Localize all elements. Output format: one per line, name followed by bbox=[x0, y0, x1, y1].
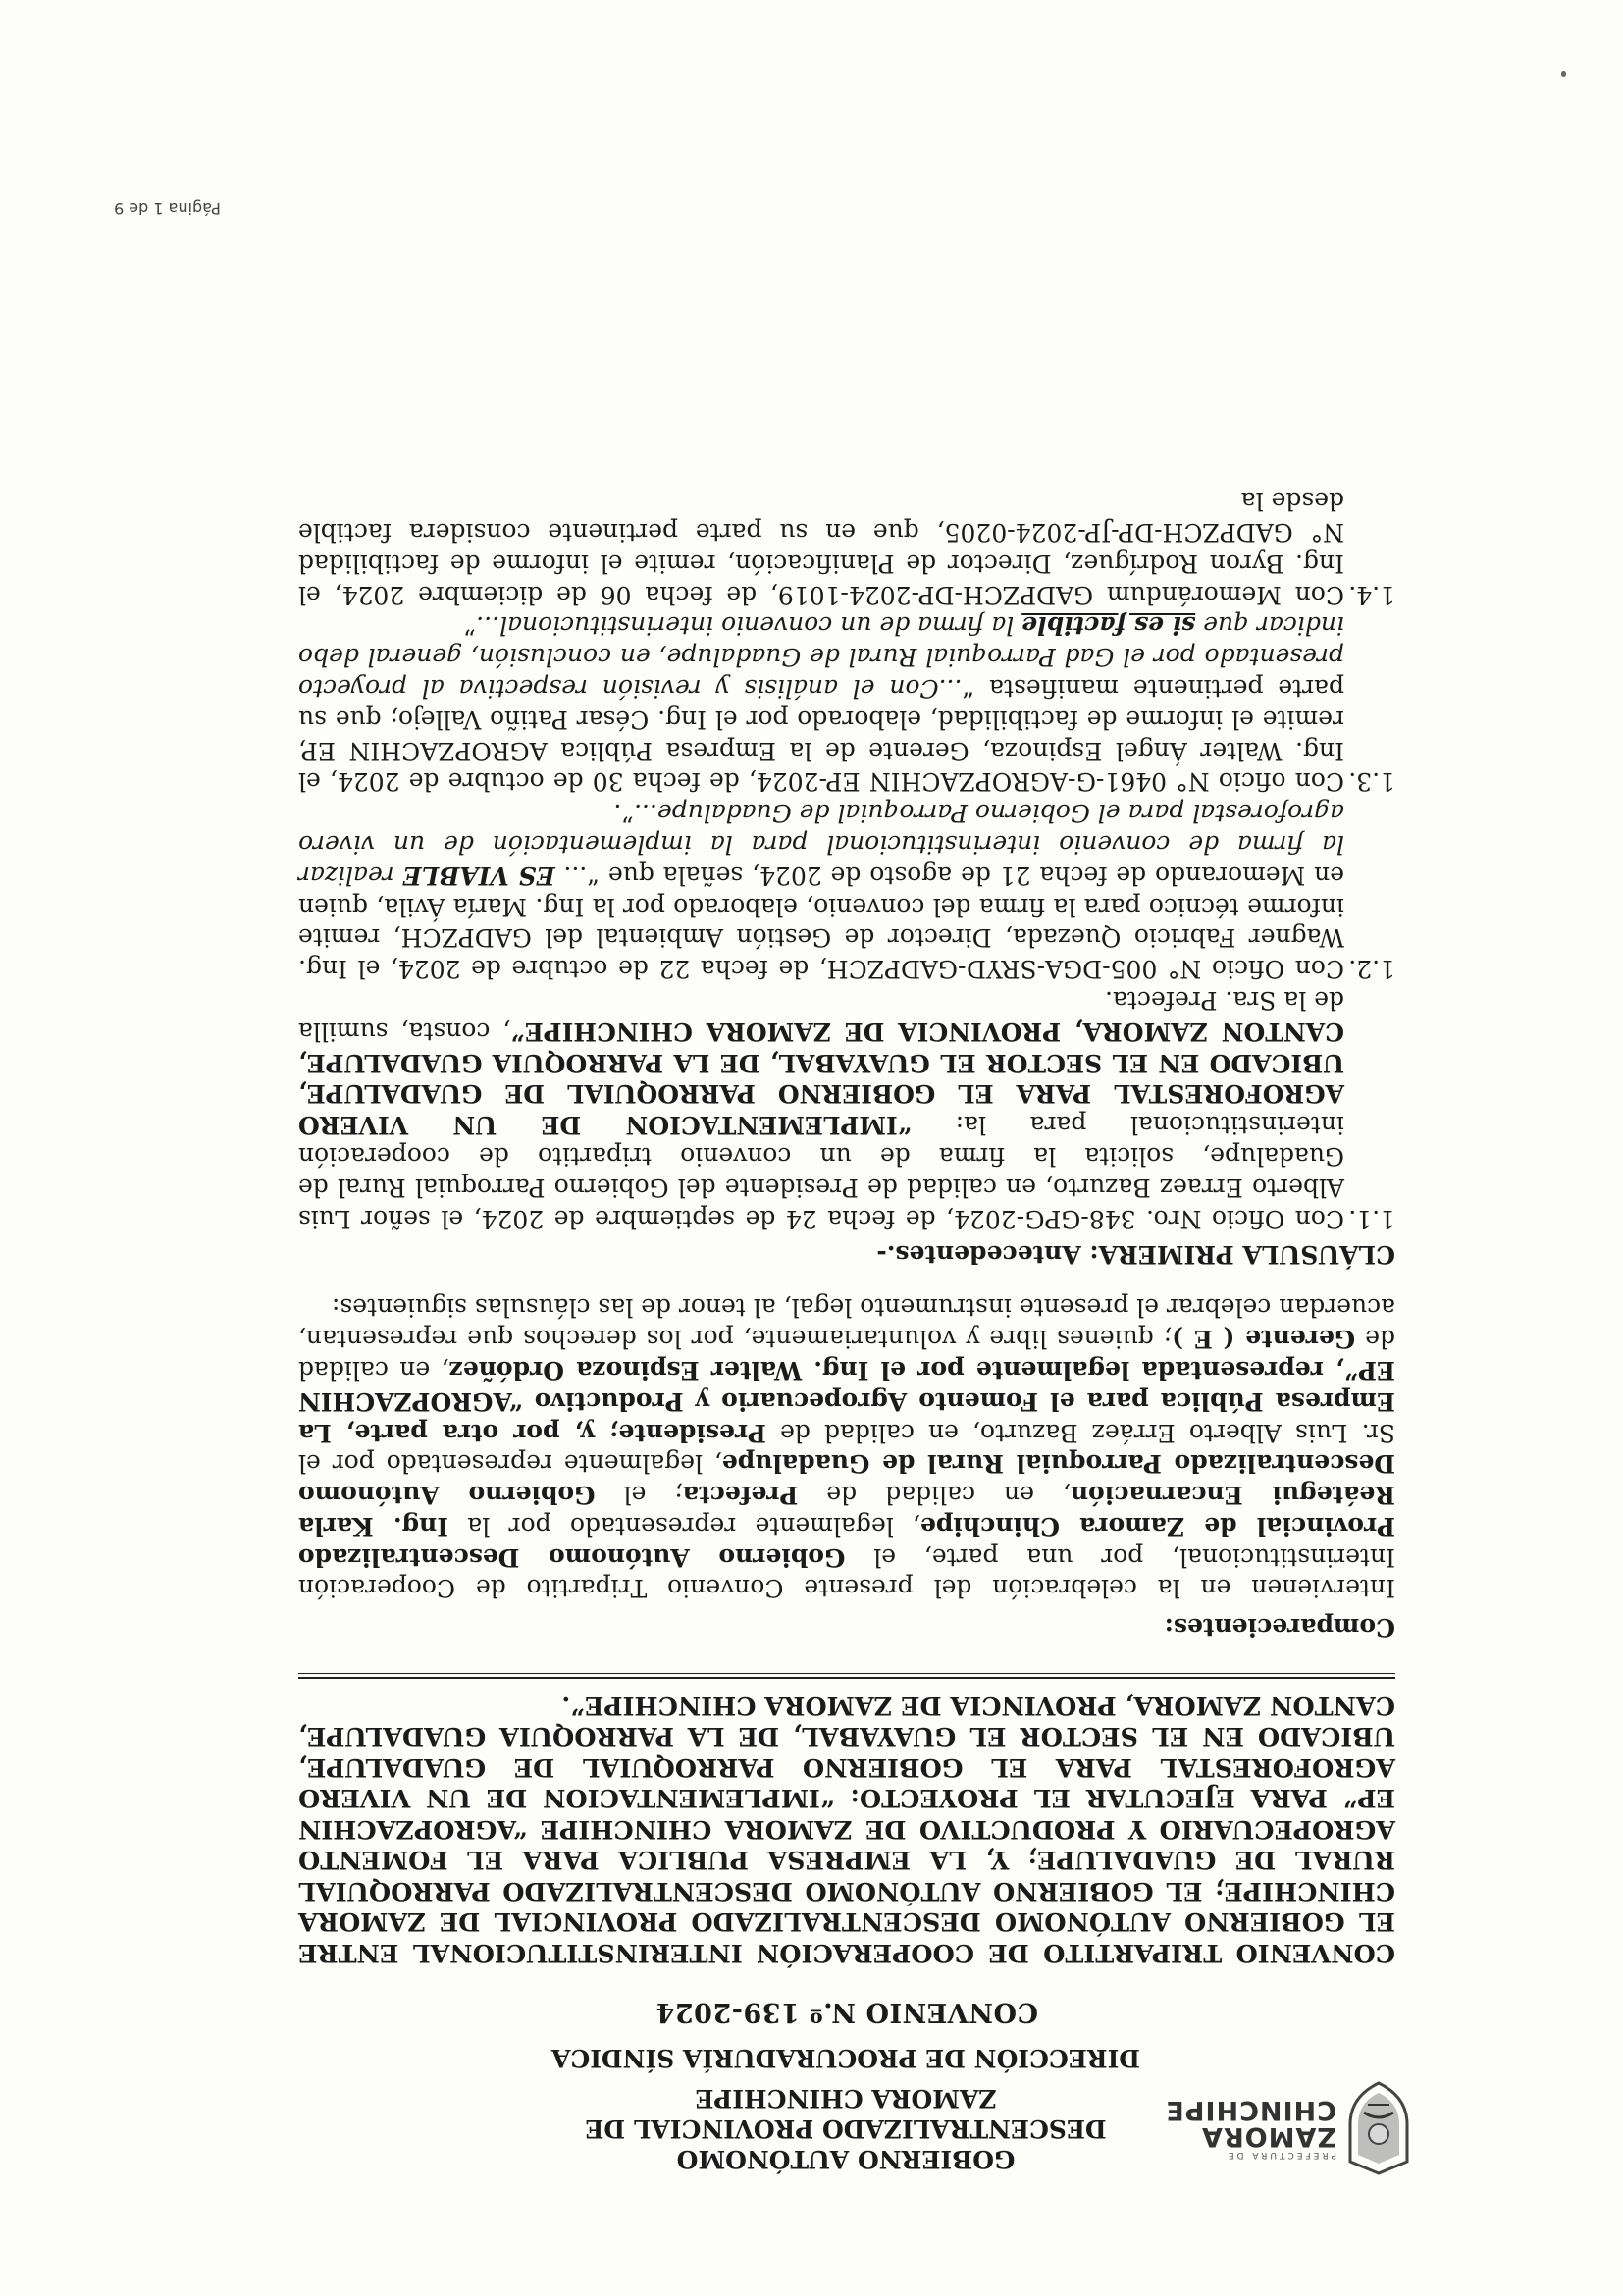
bold-run: Presidente; y, por otra parte, La Empresa Pública para el Fomento Agropecuario y Productivo “AGROPZACHIN EP”, representada legalmente por el Ing. Walter Espinoza Ordóñez bbox=[298, 1355, 1395, 1447]
item-text bbox=[298, 610, 1344, 798]
comparecientes-label: Comparecientes: bbox=[1164, 1613, 1395, 1643]
text-run: Intervienen en la celebración del presente Convenio Tripartito de Cooperación Interinstitucional, por una parte, el bbox=[298, 1542, 1395, 1603]
logo-line1: ZAMORA bbox=[1201, 2121, 1336, 2153]
prefectura-logo bbox=[1165, 2070, 1413, 2186]
organization-title: GOBIERNO AUTÓNOMO DESCENTRALIZADO PROVINCIAL DE ZAMORA CHINCHIPE bbox=[585, 2084, 1107, 2173]
italic-run: realizar la firma de convenio interinstitucional para la implementación de un vivero agroforestal para el Gobierno Parroquial de Guadalupe... bbox=[298, 799, 1344, 890]
item-text bbox=[298, 797, 1344, 984]
logo-line2: CHINCHIPE bbox=[1165, 2095, 1336, 2126]
organization-subtitle: DIRECCIÓN DE PROCURADURÍA SÍNDICA bbox=[551, 2044, 1141, 2072]
item-text bbox=[298, 485, 1344, 609]
text-run: ; el bbox=[595, 1481, 683, 1510]
antecedente-item bbox=[298, 797, 1395, 984]
bold-run: Gerente ( E ) bbox=[1172, 1325, 1356, 1354]
antecedente-item bbox=[298, 984, 1395, 1233]
letterhead bbox=[298, 2044, 1395, 2186]
item-text bbox=[298, 984, 1344, 1233]
bold-italic-run: ES VIABLE bbox=[402, 861, 555, 890]
bold-italic-underlined-run: si es factible bbox=[1021, 611, 1196, 641]
comparecientes-paragraph bbox=[298, 1292, 1395, 1604]
text-run: , en calidad de bbox=[798, 1481, 1071, 1510]
bold-run: Gobierno Autónomo Descentralizado Parroquial Rural de Guadalupe bbox=[298, 1449, 1395, 1510]
italic-run: ...Con el análisis y revisión respectiva al proyecto presentado por el Gad Parroquial Rural de Guadalupe, en conclusión, general debo indicar que bbox=[298, 611, 1344, 703]
title-rule-thin bbox=[298, 1674, 1395, 1675]
bold-run: “IMPLEMENTACION DE UN VIVERO AGROFORESTAL PARA EL GOBIERNO PARROQUIAL DE GUADALUPE, UBICADO EN EL SECTOR EL GUAYABAL, DE LA PARROQUIA GUADALUPE, CANTON ZAMORA, PROVINCIA DE ZAMORA CHINCHIPE” bbox=[298, 1017, 1344, 1140]
text-run: , legalmente representado por la bbox=[447, 1511, 921, 1540]
organization-header bbox=[532, 2043, 1160, 2174]
bold-run: Ing. Karla Reátegui Encarnación bbox=[297, 1481, 1395, 1540]
clausula-primera-heading: CLÁUSULA PRIMERA: Antecedentes.- bbox=[876, 1239, 1395, 1269]
text-run: Con Oficio N° 005-DGA-SRYD-GADPZCH, de fecha 22 de octubre de 2024, el Ing. Wagner Fabricio Quezada, Director de Gestión Ambiental del GADPZCH, remite informe técnico para la firma del convenio, elaborado por la Ing. María Ávila, quien en Memorando de fecha 21 de agosto de 2024, señala que “... bbox=[298, 861, 1344, 984]
coat-of-arms-icon bbox=[1344, 2079, 1413, 2177]
item-number: 1.2. bbox=[1348, 955, 1395, 984]
item-number: 1.4. bbox=[1348, 580, 1395, 609]
text-run: Con oficio N° 0461-G-AGROPZACHIN EP-2024, de fecha 30 de octubre de 2024, el Ing. Walter Ángel Espinoza, Gerente de la Empresa Pública AGROPZACHIN EP, remite el informe de factibilidad, elaborado por el Ing. César Patiño Vallejo; que su parte pertinente manifiesta “ bbox=[298, 673, 1344, 797]
text-run: , en calidad de bbox=[298, 1325, 1395, 1384]
text-run: ”. bbox=[613, 799, 635, 828]
text-run: Con Memorándum GADPZCH-DP-2024-1019, de fecha 06 de diciembre 2024, el Ing. Byron Rodríguez, Director de Planificación, remite el informe de factibilidad N° GADPZCH-DP-JP-2024-0205, que en su parte pertinente considera factible desde la bbox=[298, 487, 1344, 609]
logo-small-text: PREFECTURA DE bbox=[1225, 2150, 1336, 2161]
title-rule bbox=[298, 1678, 1395, 1680]
text-run: ” bbox=[463, 611, 477, 641]
antecedente-item bbox=[298, 610, 1395, 798]
document-content bbox=[298, 485, 1395, 2186]
item-number: 1.3. bbox=[1348, 767, 1395, 797]
bold-run: Prefecta bbox=[682, 1481, 799, 1510]
text-run: ; quienes libre y voluntariamente, por los derechos que representan, acuerdan celebrar el presente instrumento legal, al tenor de las cláusulas siguientes: bbox=[298, 1293, 1395, 1354]
bold-run: Gobierno Autónomo Descentralizado Provincial de Zamora Chinchipe bbox=[298, 1511, 1395, 1572]
text-run: Con Oficio Nro. 348-GPG-2024, de fecha 24 de septiembre de 2024, el señor Luis Alberto Erraez Bazurto, en calidad de Presidente del Gobierno Parroquial Rural de Guadalupe, solicita la firma de un convenio tripartito de cooperación interinstitucional para la: bbox=[298, 1111, 1344, 1233]
convenio-number: CONVENIO N.º 139-2024 bbox=[655, 1997, 1038, 2027]
antecedente-item bbox=[298, 485, 1395, 609]
text-run: , consta, sumilla de la Sra. Prefecta. bbox=[297, 985, 1344, 1046]
text-run: , legalmente representado por el Sr. Luis Alberto Erráez Bazurto, en calidad de bbox=[298, 1418, 1395, 1479]
scan-mark bbox=[1561, 71, 1566, 77]
item-number: 1.1. bbox=[1348, 1204, 1395, 1233]
italic-run: la firma de un convenio interinstitucional... bbox=[476, 611, 1022, 641]
document-title: CONVENIO TRIPARTITO DE COOPERACIÓN INTERINSTITUCIONAL ENTRE EL GOBIERNO AUTÓNOMO DESCENTRALIZADO PROVINCIAL DE ZAMORA CHINCHIPE; EL GOBIERNO AUTÓNOMO DESCENTRALIZADO PARROQUIAL RURAL DE GUADALUPE; Y, LA EMPRESA PUBLICA PARA EL FOMENTO AGROPECUARIO Y PRODUCTIVO DE ZAMORA CHINCHIPE “AGROPZACHIN EP” PARA EJECUTAR EL PROYECTO: “IMPLEMENTACION DE UN VIVERO AGROFORESTAL PARA EL GOBIERNO PARROQUIAL DE GUADALUPE, UBICADO EN EL SECTOR EL GUAYABAL, DE LA PARROQUIA GUADALUPE, CANTON ZAMORA, PROVINCIA DE ZAMORA CHINCHIPE”. bbox=[298, 1691, 1395, 1967]
page-number: Página 1 de 9 bbox=[114, 199, 221, 218]
